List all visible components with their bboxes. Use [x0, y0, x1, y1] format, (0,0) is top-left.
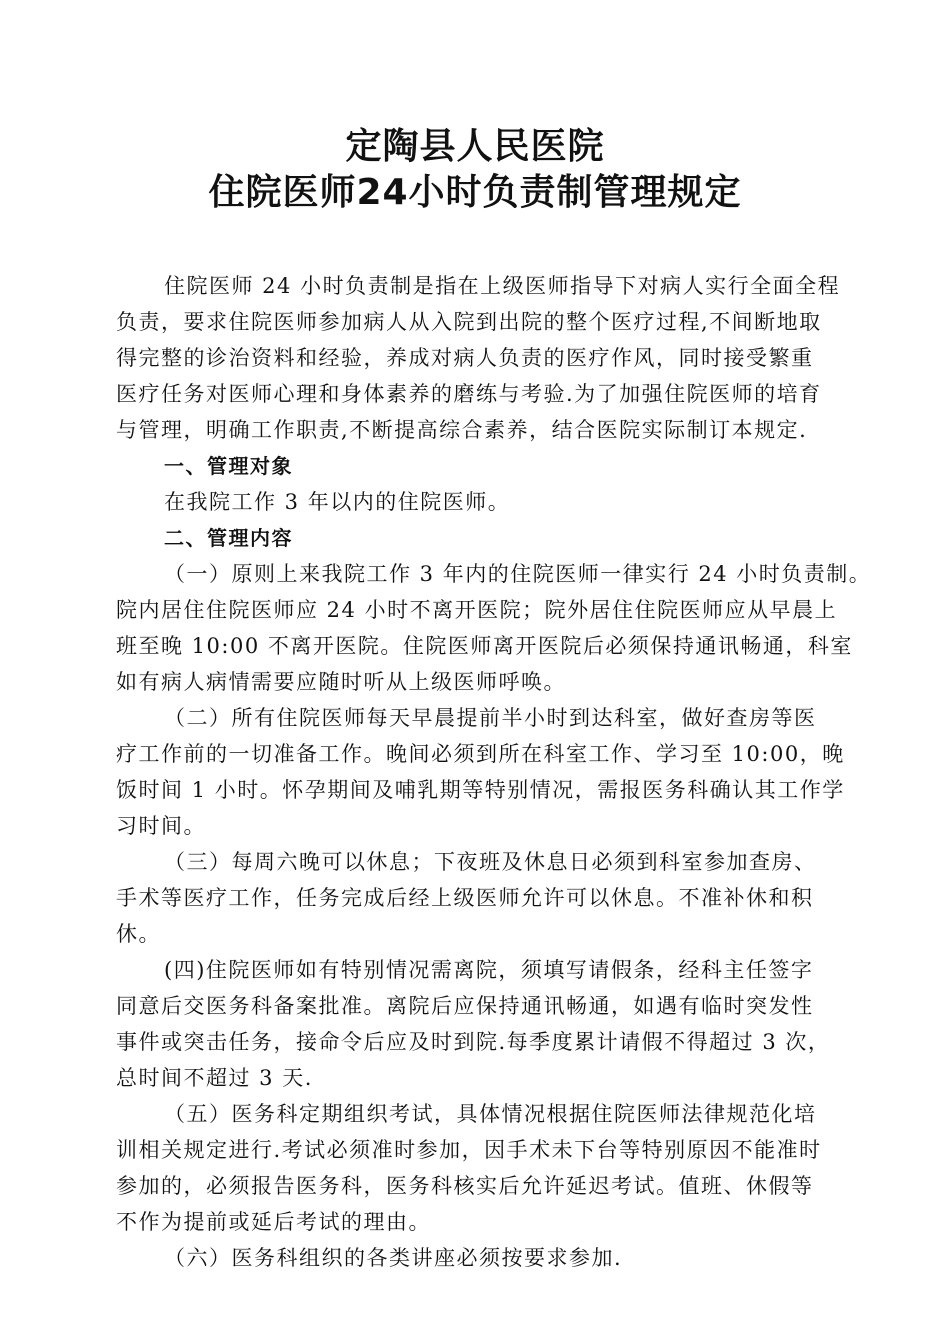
item1-line: （一）原则上来我院工作 3 年内的住院医师一律实行 24 小时负责制。: [164, 562, 872, 586]
item2-paragraph: [116, 700, 845, 844]
section-heading-management-content: 二、管理内容: [164, 526, 293, 550]
item5-line: 训相关规定进行.考试必须准时参加，因手术未下台等特别原因不能准时: [116, 1138, 822, 1162]
intro-line: 医疗任务对医师心理和身体素养的磨练与考验.为了加强住院医师的培育: [116, 382, 822, 406]
item2-line: 饭时间 1 小时。怀孕期间及哺乳期等特别情况，需报医务科确认其工作学: [116, 778, 845, 802]
item4-line: 总时间不超过 3 天.: [116, 1066, 313, 1090]
item1-paragraph: [116, 556, 872, 700]
item3-line: （三）每周六晚可以休息；下夜班及休息日必须到科室参加查房、: [164, 850, 817, 874]
item6-paragraph: [116, 1240, 836, 1276]
intro-line: 与管理，明确工作职责,不断提高综合素养，结合医院实际制订本规定.: [116, 418, 808, 442]
intro-line: 得完整的诊治资料和经验，养成对病人负责的医疗作风，同时接受繁重: [116, 346, 814, 370]
item4-line: 同意后交医务科备案批准。离院后应保持通讯畅通，如遇有临时突发性: [116, 994, 814, 1018]
item3-paragraph: [116, 844, 836, 952]
item4-line: 事件或突击任务，接命令后应及时到院.每季度累计请假不得超过 3 次，: [116, 1030, 831, 1054]
item4-line: (四)住院医师如有特别情况需离院，须填写请假条，经科主任签字: [164, 958, 814, 982]
intro-paragraph: [116, 268, 841, 448]
section1-paragraph: [116, 484, 836, 520]
intro-line: 负责，要求住院医师参加病人从入院到出院的整个医疗过程,不间断地取: [116, 310, 822, 334]
intro-line: 住院医师 24 小时负责制是指在上级医师指导下对病人实行全面全程: [164, 274, 841, 298]
item5-line: （五）医务科定期组织考试，具体情况根据住院医师法律规范化培: [164, 1102, 817, 1126]
section1-line: 在我院工作 3 年以内的住院医师。: [164, 490, 511, 514]
document-body: [116, 268, 872, 1276]
item4-paragraph: [116, 952, 836, 1096]
item5-line: 不作为提前或延后考试的理由。: [116, 1210, 431, 1234]
item3-line: 手术等医疗工作，任务完成后经上级医师允许可以休息。不准补休和积: [116, 886, 814, 910]
document-title: [0, 124, 950, 216]
item1-line: 班至晚 10:00 不离开医院。住院医师离开医院后必须保持通讯畅通，科室: [116, 634, 853, 658]
item5-paragraph: [116, 1096, 836, 1240]
item1-line: 如有病人病情需要应随时听从上级医师呼唤。: [116, 670, 566, 694]
item2-line: 习时间。: [116, 814, 206, 838]
item5-line: 参加的，必须报告医务科，医务科核实后允许延迟考试。值班、休假等: [116, 1174, 814, 1198]
section-heading-management-target: 一、管理对象: [164, 454, 293, 478]
title-hospital-name: 定陶县人民医院: [345, 126, 605, 167]
item3-line: 休。: [116, 922, 161, 946]
item2-line: 疗工作前的一切准备工作。晚间必须到所在科室工作、学习至 10:00，晚: [116, 742, 845, 766]
title-regulation-name: 住院医师24小时负责制管理规定: [208, 172, 742, 213]
item2-line: （二）所有住院医师每天早晨提前半小时到达科室，做好查房等医: [164, 706, 817, 730]
item1-line: 院内居住住院医师应 24 小时不离开医院；院外居住住院医师应从早晨上: [116, 598, 838, 622]
item6-line: （六）医务科组织的各类讲座必须按要求参加.: [164, 1246, 623, 1270]
